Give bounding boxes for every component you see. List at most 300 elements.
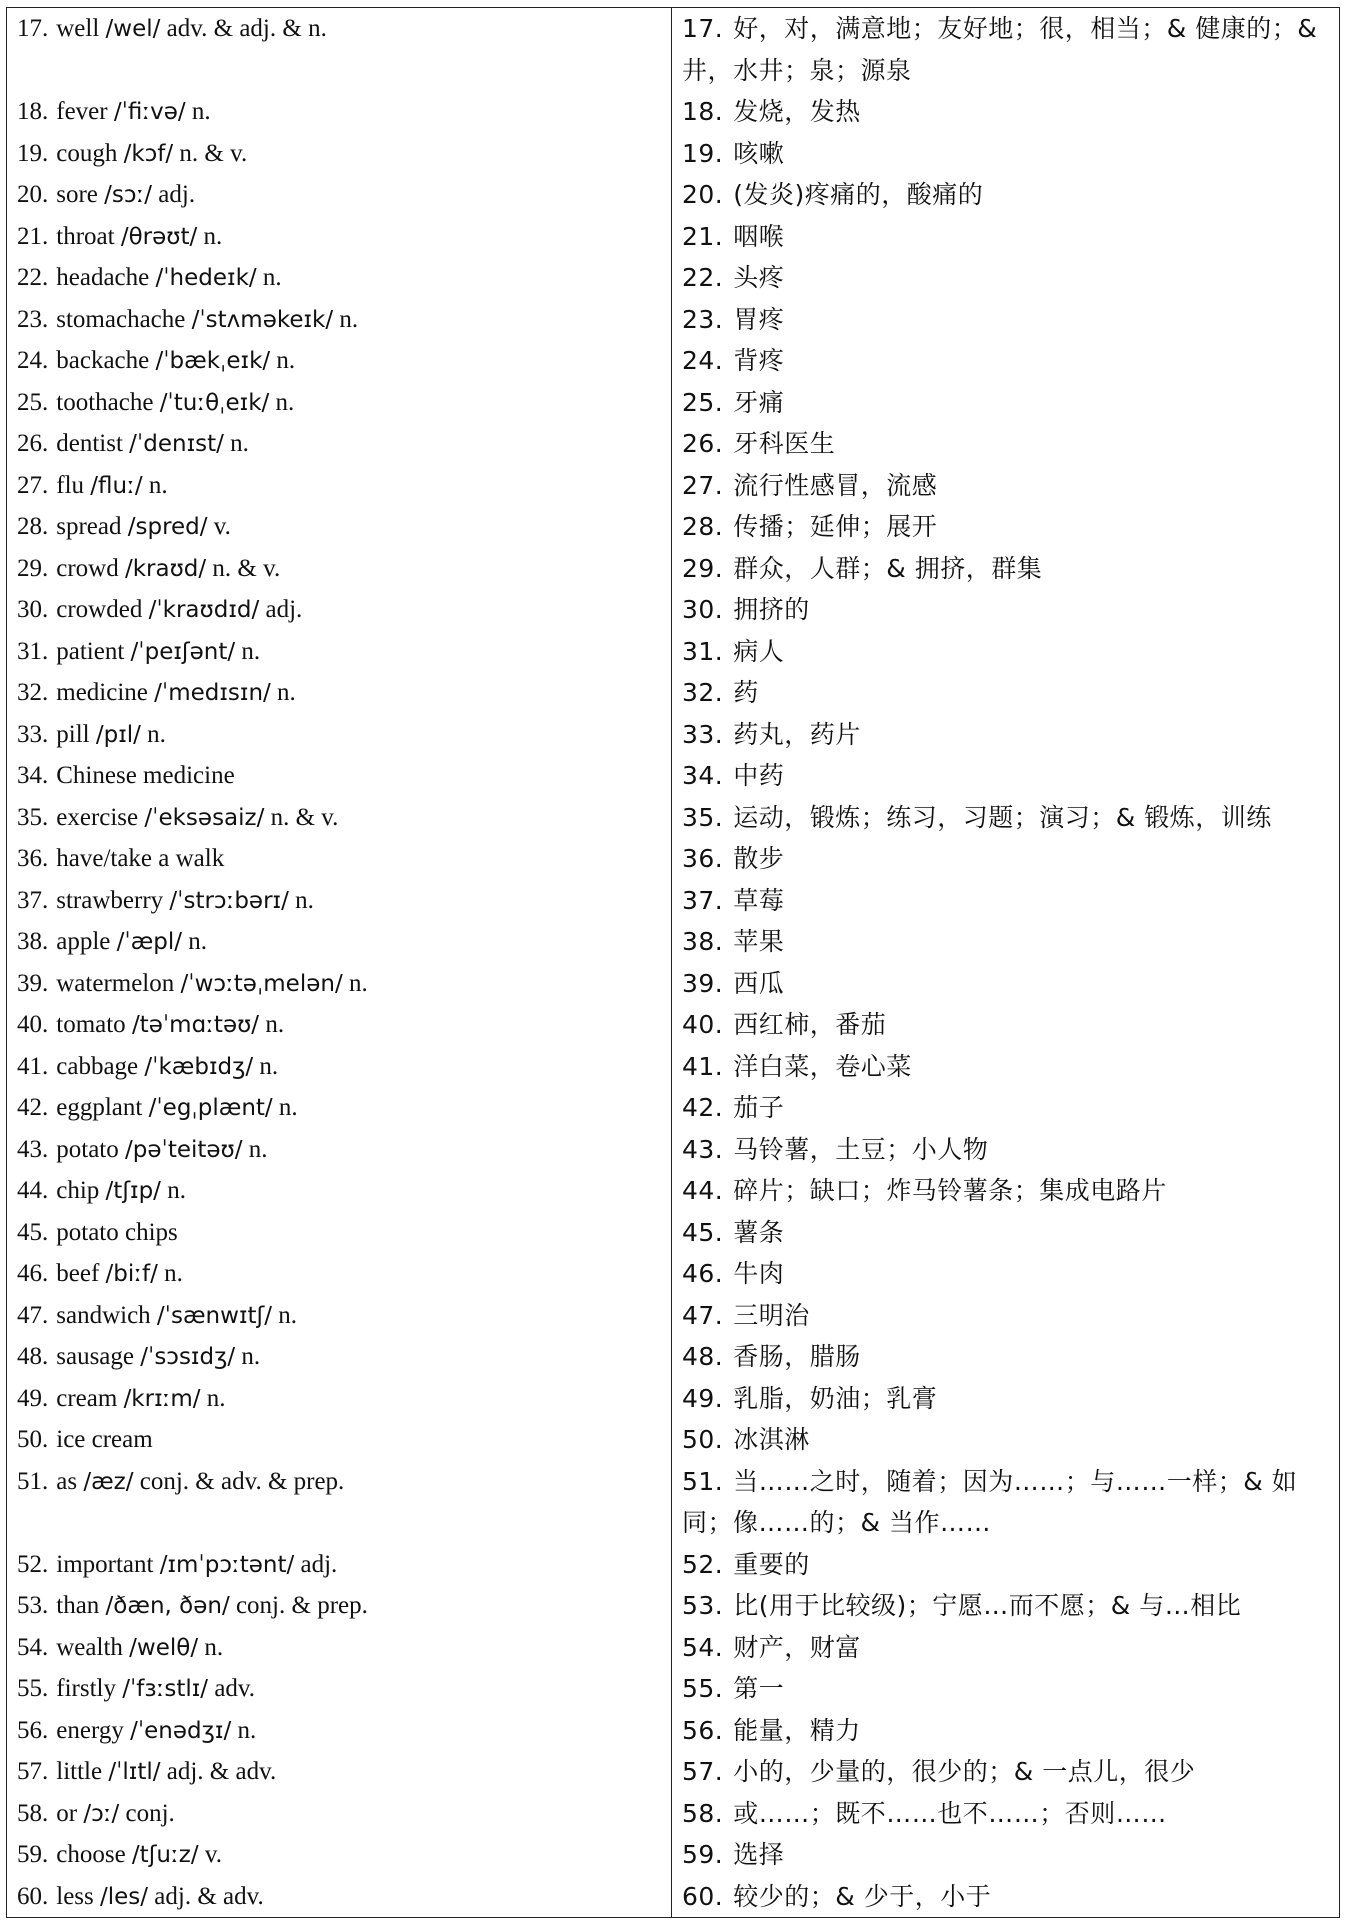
entry-definition: 头疼 [733,263,785,292]
english-entry [17,1253,662,1295]
entry-part-of-speech: n. [262,264,282,291]
english-entry [17,1585,662,1627]
entry-number: 23. [682,304,724,334]
column-divider [671,8,672,1917]
entry-definition: 咳嗽 [733,138,785,168]
entry-phonetic: /təˈmɑːtəʊ/ [131,1012,260,1038]
chinese-entry [682,1544,1332,1586]
english-entry [17,1129,662,1171]
entry-definition: 发烧，发热 [733,97,861,126]
entry-part-of-speech: n. [241,1343,261,1370]
entry-definition: 胃疼 [733,304,785,334]
entry-number: 37. [682,885,724,915]
entry-phonetic: /ɔː/ [83,1800,120,1827]
entry-word: throat [56,222,115,250]
entry-number: 36. [682,844,724,873]
entry-number: 59. [682,1840,724,1869]
entry-number: 30. [17,596,49,623]
entry-definition: 小的，少量的，很少的；& 一点儿，很少 [733,1757,1196,1786]
entry-phonetic: /sɔː/ [104,182,153,208]
vocabulary-table [6,7,1340,1918]
entry-phonetic: /ˈtuːθˌeɪk/ [159,389,270,416]
entry-definition: 中药 [733,761,785,790]
entry-part-of-speech: n. [206,1384,226,1412]
entry-number: 47. [682,1300,724,1330]
entry-definition: 苹果 [733,927,785,956]
entry-phonetic: /ˈstrɔːbərɪ/ [169,887,289,914]
chinese-entry [682,91,1332,133]
entry-definition: 散步 [733,844,785,873]
entry-number: 31. [17,637,49,665]
entry-number: 25. [682,387,724,417]
entry-number: 34. [17,762,49,789]
entry-number: 38. [17,928,49,955]
entry-definition: 传播；延伸；展开 [733,512,938,541]
entry-definition: 运动，锻炼；练习，习题；演习；& 锻炼，训练 [733,802,1272,832]
chinese-entry [682,921,1332,963]
english-entry [17,340,662,382]
entry-word: beef [56,1260,100,1287]
english-entry [17,755,662,797]
entry-word: potato chips [56,1218,178,1246]
entry-phonetic: /welθ/ [129,1634,199,1661]
chinese-entry [682,8,1332,91]
entry-word: crowd [56,554,119,582]
chinese-entry [682,1170,1332,1212]
entry-part-of-speech: v. [213,513,231,540]
entry-part-of-speech: adj. [158,181,196,208]
chinese-entry [682,714,1332,756]
entry-part-of-speech: n. [241,637,261,665]
english-column [17,8,662,1917]
entry-part-of-speech: n. [278,1094,298,1121]
entry-definition: 第一 [733,1674,785,1703]
entry-word: well [56,15,100,42]
chinese-entry [682,1336,1332,1378]
entry-part-of-speech: n. & v. [270,803,339,831]
english-entry [17,921,662,963]
entry-number: 57. [682,1757,724,1786]
entry-number: 28. [17,513,49,540]
entry-number: 27. [17,471,49,499]
entry-number: 46. [17,1260,49,1287]
entry-definition: 拥挤的 [733,595,810,624]
entry-phonetic: /ˈegˌplænt/ [148,1095,273,1121]
entry-word: eggplant [56,1094,143,1121]
entry-word: energy [56,1716,124,1744]
entry-definition: 茄子 [733,1093,785,1122]
chinese-entry [682,423,1332,465]
entry-word: choose [56,1841,126,1868]
entry-word: watermelon [56,969,175,997]
entry-number: 49. [17,1384,49,1412]
entry-number: 34. [682,761,724,790]
english-entry [17,465,662,507]
entry-definition: 比(用于比较级)；宁愿…而不愿；& 与…相比 [733,1591,1242,1620]
entry-phonetic: /ɪmˈpɔːtənt/ [159,1551,295,1578]
entry-part-of-speech: n. [204,1633,224,1661]
entry-number: 55. [682,1674,724,1703]
entry-definition: 薯条 [733,1217,785,1247]
entry-phonetic: /spred/ [127,514,208,540]
entry-definition: 当……之时，随着；因为……；与……一样；& 如同；像……的；& 当作…… [682,1466,1298,1537]
entry-word: sandwich [56,1301,151,1329]
entry-definition: 咽喉 [733,221,785,251]
entry-number: 58. [17,1799,49,1827]
entry-phonetic: /ˈfiːvə/ [113,99,186,125]
entry-part-of-speech: adj. [300,1550,338,1578]
entry-number: 55. [17,1675,49,1702]
english-entry [17,1710,662,1752]
entry-word: potato [56,1135,119,1163]
entry-part-of-speech: n. [265,1011,285,1038]
entry-number: 33. [682,719,724,749]
entry-part-of-speech: n. [237,1716,257,1744]
entry-number: 45. [682,1217,724,1247]
entry-phonetic: /ˈfɜːstlɪ/ [122,1676,209,1702]
entry-word: fever [56,98,108,125]
entry-phonetic: /tʃuːz/ [131,1842,199,1868]
entry-word: or [56,1799,78,1827]
chinese-entry [682,1627,1332,1669]
entry-word: medicine [56,679,148,706]
entry-definition: 背疼 [733,346,785,375]
english-entry [17,1336,662,1378]
english-entry [17,1461,662,1544]
entry-phonetic: /fluː/ [90,472,143,499]
english-entry [17,1668,662,1710]
entry-number: 57. [17,1758,49,1785]
entry-number: 42. [17,1094,49,1121]
chinese-entry [682,1461,1332,1544]
entry-number: 56. [682,1715,724,1745]
entry-definition: 病人 [733,636,785,666]
entry-phonetic: /æz/ [83,1468,134,1495]
english-entry [17,1212,662,1254]
entry-definition: 马铃薯，土豆；小人物 [733,1134,989,1164]
chinese-entry [682,340,1332,382]
english-entry [17,714,662,756]
entry-word: headache [56,264,150,291]
chinese-entry [682,382,1332,424]
entry-number: 52. [17,1550,49,1578]
chinese-entry [682,963,1332,1005]
entry-phonetic: /θrəʊt/ [120,223,198,250]
entry-number: 43. [682,1134,724,1164]
entry-part-of-speech: n. [147,720,166,748]
entry-definition: 好，对，满意地；友好地；很，相当；& 健康的；& 井，水井；泉；源泉 [682,14,1318,85]
entry-number: 60. [682,1881,724,1911]
entry-part-of-speech: n. & v. [179,139,248,167]
entry-part-of-speech: adv. [214,1675,256,1702]
entry-number: 32. [682,678,724,707]
entry-definition: 碎片；缺口；炸马铃薯条；集成电路片 [733,1176,1167,1205]
entry-phonetic: /kraʊd/ [124,555,207,582]
entry-number: 39. [682,968,724,998]
entry-part-of-speech: n. [259,1052,279,1080]
entry-part-of-speech: n. [278,1301,297,1329]
chinese-entry [682,174,1332,216]
entry-number: 28. [682,512,724,541]
entry-phonetic: /ˈhedeɪk/ [155,265,257,291]
entry-number: 30. [682,595,724,624]
chinese-entry [682,216,1332,258]
entry-word: cough [56,139,118,167]
entry-part-of-speech: n. [167,1177,186,1204]
chinese-entry [682,1295,1332,1337]
entry-number: 31. [682,636,724,666]
entry-number: 38. [682,927,724,956]
chinese-entry [682,1710,1332,1752]
entry-definition: 香肠，腊肠 [733,1342,861,1371]
chinese-entry [682,1004,1332,1046]
entry-definition: 或……；既不……也不……；否则…… [733,1798,1167,1828]
entry-phonetic: /les/ [100,1883,149,1910]
entry-number: 26. [682,429,724,458]
chinese-entry [682,1253,1332,1295]
entry-word: ice cream [56,1426,153,1453]
entry-definition: 药 [733,678,759,707]
chinese-entry [682,880,1332,922]
entry-number: 23. [17,305,49,333]
entry-definition: 冰淇淋 [733,1425,810,1454]
entry-number: 18. [17,98,49,125]
chinese-entry [682,797,1332,839]
entry-number: 53. [17,1592,49,1619]
entry-word: Chinese medicine [56,762,235,789]
chinese-entry [682,299,1332,341]
entry-definition: 能量，精力 [733,1715,861,1745]
chinese-entry [682,838,1332,880]
entry-number: 51. [17,1467,49,1495]
entry-part-of-speech: n. [191,98,211,125]
english-entry [17,506,662,548]
entry-definition: 三明治 [733,1300,810,1330]
english-entry [17,1046,662,1088]
english-entry [17,1170,662,1212]
entry-phonetic: /ˈmedɪsɪn/ [154,680,271,706]
entry-number: 47. [17,1301,49,1329]
entry-definition: 财产，财富 [733,1632,861,1662]
entry-number: 24. [17,347,49,374]
entry-word: chip [56,1177,100,1204]
entry-phonetic: /ðæn, ðən/ [105,1593,230,1619]
entry-phonetic: /krɪːm/ [123,1385,201,1412]
entry-phonetic: /wel/ [105,16,161,42]
entry-word: sore [56,181,98,208]
entry-number: 17. [682,14,724,43]
entry-part-of-speech: adj. & adv. [166,1758,277,1785]
entry-part-of-speech: n. [348,969,368,997]
entry-part-of-speech: conj. & adv. & prep. [139,1467,345,1495]
entry-word: crowded [56,596,143,623]
english-entry [17,216,662,258]
english-entry [17,257,662,299]
chinese-entry [682,257,1332,299]
english-entry [17,1004,662,1046]
entry-number: 22. [17,264,49,291]
chinese-entry [682,1751,1332,1793]
english-entry [17,1834,662,1876]
entry-number: 29. [17,554,49,582]
entry-word: toothache [56,388,154,416]
entry-phonetic: /biːf/ [105,1261,158,1287]
entry-word: as [56,1467,78,1495]
entry-number: 45. [17,1218,49,1246]
entry-word: cream [56,1384,118,1412]
entry-number: 48. [682,1342,724,1371]
english-entry [17,382,662,424]
entry-number: 52. [682,1549,724,1579]
entry-phonetic: /ˈstʌməkeɪk/ [191,306,334,333]
english-entry [17,1378,662,1420]
entry-definition: 西红柿，番茄 [733,1010,887,1039]
entry-number: 19. [682,138,724,168]
entry-definition: 重要的 [733,1549,810,1579]
entry-number: 60. [17,1882,49,1910]
entry-number: 26. [17,430,49,457]
chinese-entry [682,1378,1332,1420]
english-entry [17,1751,662,1793]
entry-number: 43. [17,1135,49,1163]
entry-word: firstly [56,1675,116,1702]
english-entry [17,1295,662,1337]
chinese-entry [682,1046,1332,1088]
entry-number: 39. [17,969,49,997]
entry-phonetic: /ˈkæbɪdʒ/ [144,1053,254,1080]
english-entry [17,1876,662,1918]
entry-number: 29. [682,553,724,583]
entry-phonetic: /ˈsɔsɪdʒ/ [140,1344,236,1370]
entry-number: 36. [17,845,49,872]
entry-number: 33. [17,720,49,748]
english-entry [17,174,662,216]
entry-word: tomato [56,1011,126,1038]
entry-number: 58. [682,1798,724,1828]
entry-part-of-speech: n. [275,388,295,416]
entry-definition: 较少的；& 少于，小于 [733,1881,992,1911]
entry-part-of-speech: n. [230,430,249,457]
entry-part-of-speech: adv. & adj. & n. [166,15,327,42]
entry-phonetic: /pəˈteitəʊ/ [125,1136,243,1163]
entry-phonetic: /ˈpeɪʃənt/ [130,638,236,665]
chinese-entry [682,631,1332,673]
english-entry [17,133,662,175]
entry-number: 46. [682,1259,724,1288]
chinese-entry [682,1087,1332,1129]
entry-phonetic: /ˈkraʊdɪd/ [148,597,260,623]
chinese-entry [682,1876,1332,1918]
english-entry [17,797,662,839]
entry-number: 21. [682,221,724,251]
chinese-entry [682,1419,1332,1461]
entry-number: 35. [17,803,49,831]
entry-phonetic: /ˈbækˌeɪk/ [155,348,271,374]
entry-number: 51. [682,1466,724,1496]
chinese-entry [682,133,1332,175]
english-entry [17,631,662,673]
entry-number: 21. [17,222,49,250]
entry-word: pill [56,720,90,748]
entry-number: 35. [682,802,724,832]
entry-number: 54. [17,1633,49,1661]
entry-definition: 药丸，药片 [733,719,861,749]
chinese-column [682,8,1332,1917]
entry-part-of-speech: n. [295,886,314,914]
chinese-entry [682,1793,1332,1835]
entry-part-of-speech: adj. & adv. [154,1882,264,1910]
entry-number: 20. [17,181,49,208]
entry-word: strawberry [56,886,164,914]
chinese-entry [682,755,1332,797]
chinese-entry [682,1668,1332,1710]
entry-definition: 选择 [733,1840,785,1869]
entry-word: sausage [56,1343,134,1370]
chinese-entry [682,465,1332,507]
entry-definition: 草莓 [733,885,785,915]
english-entry [17,1419,662,1461]
english-entry [17,963,662,1005]
entry-number: 44. [682,1176,724,1205]
entry-number: 25. [17,388,49,416]
entry-number: 49. [682,1383,724,1413]
entry-word: less [56,1882,94,1910]
entry-word: little [56,1758,103,1785]
entry-part-of-speech: adj. [265,596,303,623]
entry-word: stomachache [56,305,186,333]
entry-word: exercise [56,803,139,831]
chinese-entry [682,1834,1332,1876]
entry-definition: 牙科医生 [733,429,836,458]
entry-number: 50. [17,1426,49,1453]
english-entry [17,91,662,133]
entry-word: backache [56,347,150,374]
entry-definition: 洋白菜，卷心菜 [733,1051,912,1081]
entry-part-of-speech: n. [164,1260,183,1287]
entry-number: 17. [17,15,49,42]
entry-definition: 乳脂，奶油；乳膏 [733,1383,938,1413]
entry-part-of-speech: conj. & prep. [235,1592,368,1619]
entry-phonetic: /ˈenədʒɪ/ [130,1717,232,1744]
entry-word: cabbage [56,1052,139,1080]
entry-part-of-speech: n. [203,222,223,250]
chinese-entry [682,1585,1332,1627]
entry-word: important [56,1550,154,1578]
entry-part-of-speech: n. [248,1135,268,1163]
entry-word: dentist [56,430,123,457]
chinese-entry [682,1129,1332,1171]
entry-number: 40. [17,1011,49,1038]
entry-number: 40. [682,1010,724,1039]
entry-word: patient [56,637,125,665]
entry-definition: 群众，人群；& 拥挤，群集 [733,553,1043,583]
english-entry [17,589,662,631]
entry-part-of-speech: n. & v. [212,554,281,582]
english-entry [17,672,662,714]
entry-definition: 西瓜 [733,968,785,998]
english-entry [17,548,662,590]
entry-number: 50. [682,1425,724,1454]
english-entry [17,423,662,465]
entry-word: flu [56,471,85,499]
entry-part-of-speech: n. [148,471,168,499]
entry-number: 37. [17,886,49,914]
entry-part-of-speech: n. [277,679,296,706]
entry-phonetic: /ˈlɪtl/ [108,1759,161,1785]
entry-phonetic: /ˈsænwɪtʃ/ [156,1302,272,1329]
entry-word: than [56,1592,100,1619]
entry-definition: 流行性感冒，流感 [733,470,938,500]
